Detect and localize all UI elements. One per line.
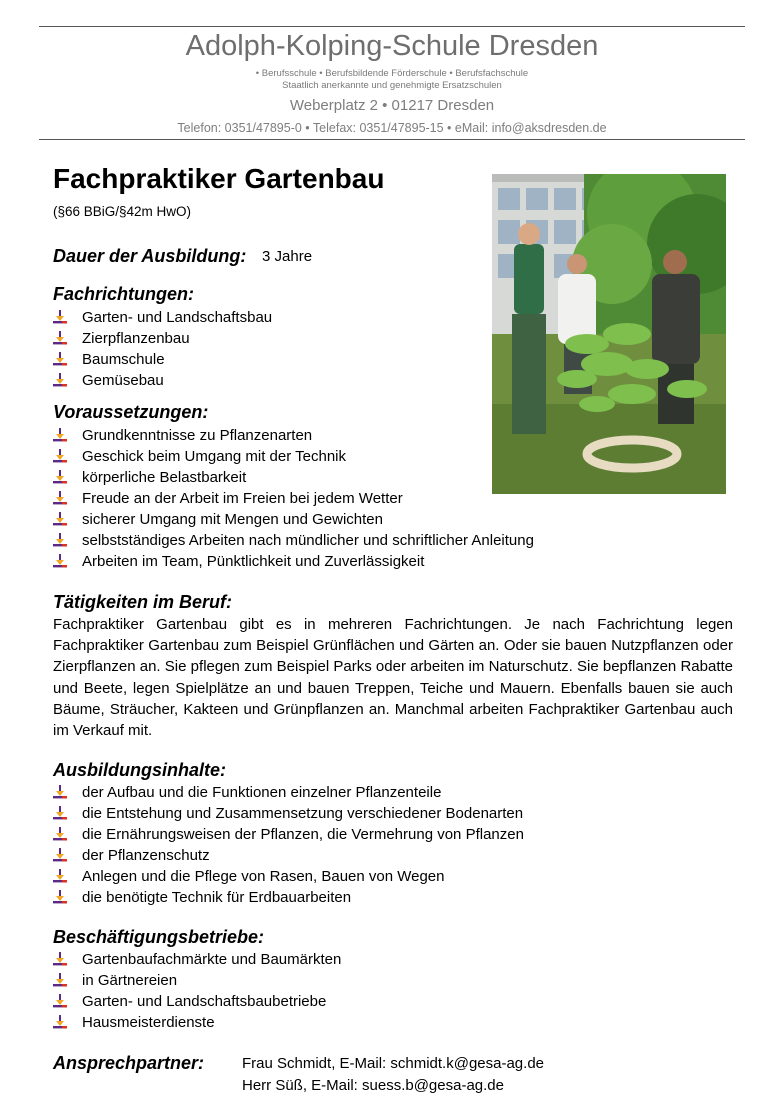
arrow-bullet-icon [53,352,67,366]
arrow-bullet-icon [53,428,67,442]
list-item-text: Gartenbaufachmärkte und Baumärkten [82,951,342,968]
list-item-text: Baumschule [82,351,165,368]
list-item-text: Gemüsebau [82,372,164,389]
contact-person-1: Frau Schmidt, E-Mail: schmidt.k@gesa-ag.de [242,1055,544,1072]
arrow-bullet-icon [53,533,67,547]
arrow-bullet-icon [53,512,67,526]
list-item [53,866,524,887]
list-item [53,845,524,866]
list-item-text: sicherer Umgang mit Mengen und Gewichten [82,511,383,528]
legal-basis: (§66 BBiG/§42m HwO) [53,204,192,219]
list-item-text: der Pflanzenschutz [82,847,210,864]
list-item-text: Grundkenntnisse zu Pflanzenarten [82,427,313,444]
taetigkeiten-text: Fachpraktiker Gartenbau gibt es in mehreren Fachrichtungen. Je nach Fachrichtung legen Fachpraktiker Gartenbau zum Beispiel Grünflächen und Gärten an. Oder sie bauen Nutzpflanzen oder Zierpflanzen an. Sie pflegen zum Beispiel Parks oder arbeiten im Naturschutz. Sie bepflanzen Rabatte und Beete, legen Spielplätze an und bauen Treppen, Teiche und Mauern. Ebenfalls bauen sie auch Bäume, Sträucher, Kakteen und Grünpflanzen an. Manchmal arbeiten Fachpraktiker Gartenbau auch im Verkauf mit. [53,616,733,740]
arrow-bullet-icon [53,470,67,484]
list-item-text: die Entstehung und Zusammensetzung verschiedener Bodenarten [82,805,524,822]
list-item-text: die benötigte Technik für Erdbauarbeiten [82,889,352,906]
duration-value: 3 Jahre [262,248,313,265]
ansprechpartner-heading: Ansprechpartner: [53,1053,205,1073]
page-title: Fachpraktiker Gartenbau [53,163,385,194]
arrow-bullet-icon [53,827,67,841]
list-item [53,509,534,530]
arrow-bullet-icon [53,1015,67,1029]
list-item [53,887,524,908]
arrow-bullet-icon [53,554,67,568]
header-top-rule [39,26,745,27]
arrow-bullet-icon [53,806,67,820]
arrow-bullet-icon [53,331,67,345]
ausbildungsinhalte-heading: Ausbildungsinhalte: [53,760,226,780]
header-bottom-rule [39,139,745,140]
school-address: Weberplatz 2 • 01217 Dresden [289,97,495,114]
list-item [53,970,341,991]
list-item [53,370,272,391]
list-item [53,425,534,446]
list-item [53,803,524,824]
arrow-bullet-icon [53,785,67,799]
arrow-bullet-icon [53,310,67,324]
list-item [53,949,341,970]
list-item-text: Hausmeisterdienste [82,1014,215,1031]
list-item [53,530,534,551]
list-item [53,446,534,467]
list-item [53,1012,341,1033]
list-item [53,467,534,488]
arrow-bullet-icon [53,869,67,883]
arrow-bullet-icon [53,848,67,862]
taetigkeiten-heading: Tätigkeiten im Beruf: [53,592,233,612]
list-item-text: Freude an der Arbeit im Freien bei jedem Wetter [82,490,403,507]
list-item [53,328,272,349]
list-item-text: Garten- und Landschaftsbaubetriebe [82,993,327,1010]
list-item [53,488,534,509]
list-item-text: Arbeiten im Team, Pünktlichkeit und Zuverlässigkeit [82,553,425,570]
list-item-text: der Aufbau und die Funktionen einzelner Pflanzenteile [82,784,442,801]
arrow-bullet-icon [53,994,67,1008]
school-types: • Berufsschule • Berufsbildende Förderschule • Berufsfachschule [255,68,529,79]
list-item-text: die Ernährungsweisen der Pflanzen, die Vermehrung von Pflanzen [82,826,524,843]
ausbildungsinhalte-list [53,782,524,908]
school-contact: Telefon: 0351/47895-0 • Telefax: 0351/47895-15 • eMail: info@aksdresden.de [177,121,607,135]
list-item [53,991,341,1012]
betriebe-list [53,949,341,1033]
list-item-text: Garten- und Landschaftsbau [82,309,273,326]
list-item-text: körperliche Belastbarkeit [82,469,247,486]
list-item-text: in Gärtnereien [82,972,178,989]
list-item [53,782,524,803]
list-item [53,824,524,845]
list-item [53,349,272,370]
fachrichtungen-list [53,307,272,391]
list-item-text: Zierpflanzenbau [82,330,190,347]
arrow-bullet-icon [53,373,67,387]
voraussetzungen-heading: Voraussetzungen: [53,402,209,422]
contact-person-2: Herr Süß, E-Mail: suess.b@gesa-ag.de [242,1077,504,1094]
list-item-text: Geschick beim Umgang mit der Technik [82,448,346,465]
fachrichtungen-heading: Fachrichtungen: [53,284,195,304]
list-item [53,307,272,328]
school-name: Adolph-Kolping-Schule Dresden [185,30,599,62]
arrow-bullet-icon [53,449,67,463]
list-item [53,551,534,572]
voraussetzungen-list [53,425,534,572]
list-item-text: selbstständiges Arbeiten nach mündlicher und schriftlicher Anleitung [82,532,534,549]
duration-heading: Dauer der Ausbildung: [53,246,247,266]
list-item-text: Anlegen und die Pflege von Rasen, Bauen von Wegen [82,868,445,885]
arrow-bullet-icon [53,952,67,966]
betriebe-heading: Beschäftigungsbetriebe: [53,927,265,947]
school-recognition: Staatlich anerkannte und genehmigte Ersatzschulen [282,80,502,91]
arrow-bullet-icon [53,890,67,904]
arrow-bullet-icon [53,973,67,987]
arrow-bullet-icon [53,491,67,505]
